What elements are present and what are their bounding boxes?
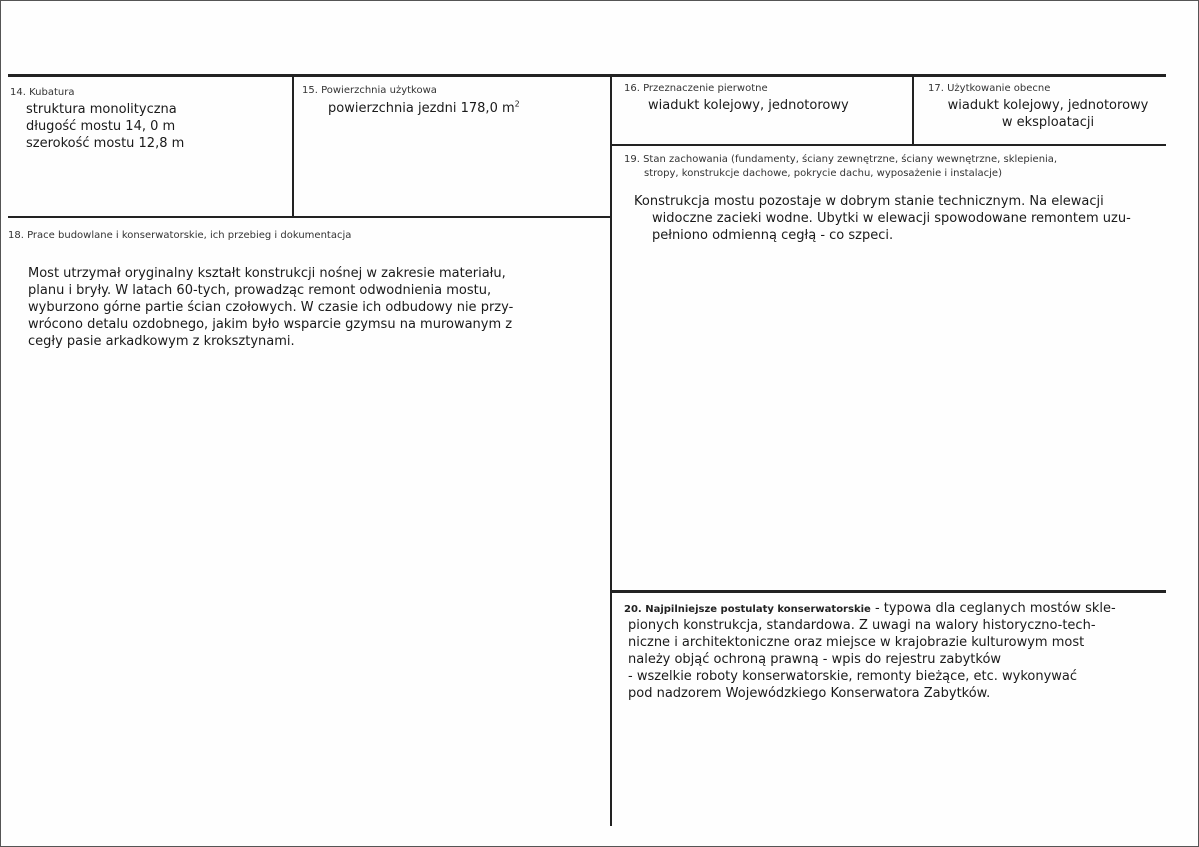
prace-text-line: wrócono detalu ozdobnego, jakim było wsparcie gzymsu na murowanym z [28, 317, 513, 332]
rule-under-14-15 [8, 216, 612, 218]
section-uzytkowanie [928, 82, 1173, 131]
prace-text-line: wyburzono górne partie ścian czołowych. W czasie ich odbudowy nie przy- [28, 300, 514, 315]
divider-14-15 [292, 76, 294, 216]
section-powierzchnia [302, 84, 602, 117]
kubatura-line: struktura monolityczna [26, 102, 177, 117]
postulaty-first-line [624, 600, 1184, 617]
rule-above-20 [612, 590, 1166, 593]
top-rule [8, 74, 1166, 77]
section-postulaty [624, 600, 1184, 702]
stan-text-line: widoczne zacieki wodne. Ubytki w elewacji spowodowane remontem uzu- [652, 211, 1131, 226]
prace-text-line: Most utrzymał oryginalny kształt konstrukcji nośnej w zakresie materiału, [28, 266, 506, 281]
przeznaczenie-label: 16. Przeznaczenie pierwotne [624, 83, 768, 94]
section-prace-budowlane [8, 229, 608, 350]
uzytkowanie-label: 17. Użytkowanie obecne [928, 83, 1051, 94]
divider-16-17 [912, 76, 914, 144]
postulaty-text-line: pod nadzorem Wojewódzkiego Konserwatora Zabytków. [628, 686, 991, 701]
powierzchnia-unit-sup: 2 [514, 99, 520, 109]
uzytkowanie-line: wiadukt kolejowy, jednotorowy [947, 98, 1149, 113]
stan-label-line: stropy, konstrukcje dachowe, pokrycie dachu, wyposażenie i instalacje) [644, 168, 1002, 179]
divider-main [610, 76, 612, 826]
prace-text-line: planu i bryły. W latach 60-tych, prowadząc remont odwodnienia mostu, [28, 283, 492, 298]
uzytkowanie-line: w eksploatacji [1001, 115, 1095, 130]
stan-text-line: Konstrukcja mostu pozostaje w dobrym stanie technicznym. Na elewacji [634, 194, 1104, 209]
postulaty-text-line: niczne i architektoniczne oraz miejsce w krajobrazie kulturowym most [628, 635, 1085, 650]
section-przeznaczenie [624, 82, 909, 114]
rule-under-16-17 [612, 144, 1166, 146]
powierzchnia-value: powierzchnia jezdni 178,0 m [328, 101, 515, 116]
postulaty-first-line-rest: - typowa dla ceglanych mostów skle- [870, 601, 1116, 616]
powierzchnia-label: 15. Powierzchnia użytkowa [302, 85, 437, 96]
postulaty-text-line: pionych konstrukcja, standardowa. Z uwagi na walory historyczno-tech- [628, 618, 1096, 633]
prace-text-line: cegły pasie arkadkowym z kroksztynami. [28, 334, 295, 349]
section-kubatura [10, 86, 290, 152]
postulaty-label: 20. Najpilniejsze postulaty konserwatorskie [624, 604, 871, 615]
stan-text-line: pełniono odmienną cegłą - co szpeci. [652, 228, 894, 243]
powierzchnia-value-row [302, 100, 602, 117]
kubatura-line: długość mostu 14, 0 m [26, 119, 176, 134]
section-stan-zachowania [624, 153, 1184, 244]
kubatura-label: 14. Kubatura [10, 87, 75, 98]
postulaty-text-line: należy objąć ochroną prawną - wpis do rejestru zabytków [628, 652, 1002, 667]
przeznaczenie-value: wiadukt kolejowy, jednotorowy [648, 98, 849, 113]
stan-label-line: 19. Stan zachowania (fundamenty, ściany zewnętrzne, ściany wewnętrzne, sklepienia, [624, 154, 1058, 165]
prace-label: 18. Prace budowlane i konserwatorskie, ich przebieg i dokumentacja [8, 230, 352, 241]
kubatura-line: szerokość mostu 12,8 m [26, 136, 185, 151]
postulaty-text-line: - wszelkie roboty konserwatorskie, remonty bieżące, etc. wykonywać [628, 669, 1078, 684]
